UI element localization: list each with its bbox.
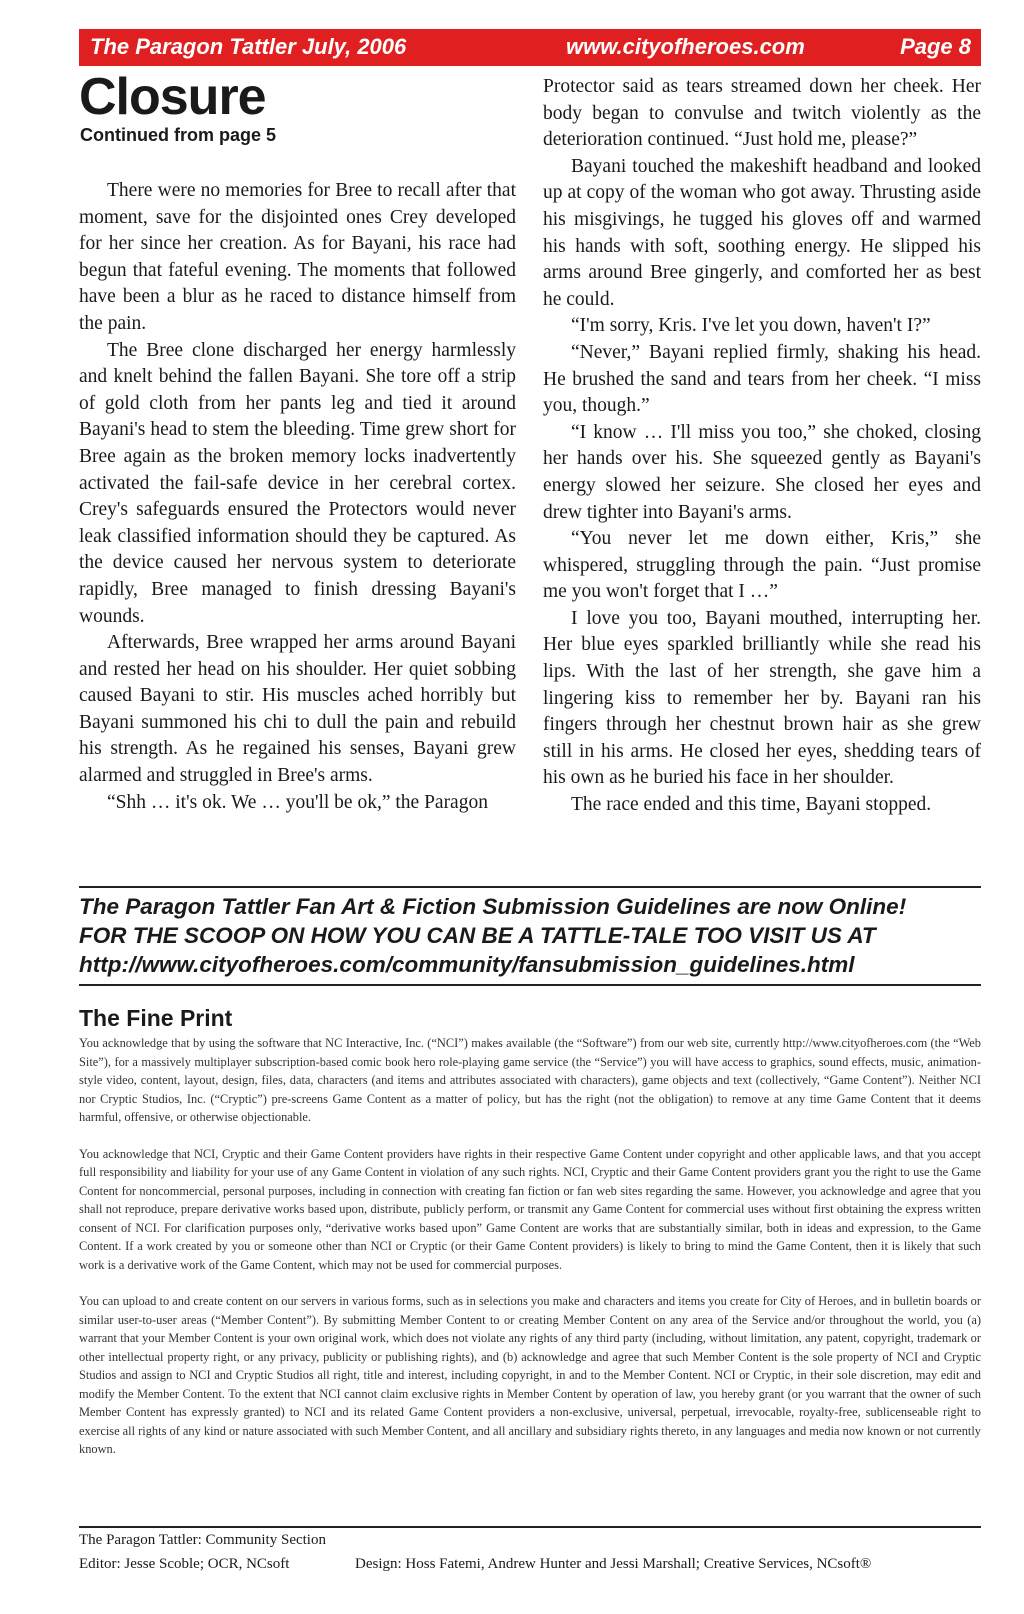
paragraph: “I'm sorry, Kris. I've let you down, haven't I?” bbox=[571, 315, 931, 337]
footer-divider bbox=[79, 1526, 981, 1528]
paragraph: “You never let me down either, Kris,” she whispered, struggling through the pain. “Just promise me you won't forget that I …” bbox=[543, 528, 981, 603]
promo-line-2: FOR THE SCOOP ON HOW YOU CAN BE A TATTLE-TALE TOO VISIT US AT bbox=[79, 923, 876, 948]
footer-design: Design: Hoss Fatemi, Andrew Hunter and Jessi Marshall; Creative Services, NCsoft® bbox=[355, 1556, 872, 1572]
paragraph-continuation: Protector said as tears streamed down her cheek. Her body began to convulse and twitch violently as the deterioration continued. “Just hold me, please?” bbox=[543, 76, 981, 151]
fine-print-paragraph: You acknowledge that NCI, Cryptic and their Game Content providers have rights in their respective Game Content under copyright and other applicable laws, and that you accept full responsibility and liability for your use of any Game Content in violation of any such rights. NCI, Cryptic and their Game Content providers grant you the right to use the Game Content for noncommercial, personal purposes, including in connection with creating fan fiction or fan web sites regarding the same. However, you acknowledge and agree that you shall not reproduce, prepare derivative works based upon, distribute, publicly perform, or transmit any Game Content for commercial uses without first obtaining the express written consent of NCI. For clarification purposes only, “derivative works based upon” Game Content are works that are substantially similar, both in ideas and expression, to the Game Content. If a work created by you or someone other than NCI or Cryptic (or their Game Content providers) is likely to bring to mind the Game Content, then it is likely that such work is a derivative work of the Game Content, which may not be used for commercial purposes. bbox=[79, 1146, 981, 1272]
header-url[interactable]: www.cityofheroes.com bbox=[566, 34, 805, 59]
paragraph: “Shh … it's ok. We … you'll be ok,” the Paragon bbox=[107, 791, 488, 813]
paragraph: Bayani touched the makeshift headband and looked up at copy of the woman who got away. Thrusting aside his misgivings, he tugged his gloves off and warmed his hands with soft, soothing energy. He slipped his arms around Bree gingerly, and comforted her as best he could. bbox=[543, 155, 981, 310]
submission-promo bbox=[79, 892, 981, 979]
divider-top bbox=[79, 886, 981, 888]
fine-print-title: The Fine Print bbox=[79, 1005, 233, 1031]
article-subtitle: Continued from page 5 bbox=[80, 125, 277, 145]
fine-print-paragraph: You can upload to and create content on our servers in various forms, such as in selections you make and characters and items you create for City of Heroes, and in bulletin boards or similar user-to-user areas (“Member Content”). By submitting Member Content to or creating Member Content on any area of the Service and/or throughout the world, you (a) warrant that your Member Content is your own original work, which does not violate any rights of any third party (including, without limitation, any patent, copyright, trademark or other intellectual property right, or any privacy, publicity or publishing rights), and (b) acknowledge and agree that such Member Content is the sole property of NCI and Cryptic Studios and assign to NCI and Cryptic Studios all right, title and interest, including copyright, in and to the Member Content. NCI or Cryptic, in their sole discretion, may edit and modify the Member Content. To the extent that NCI cannot claim exclusive rights in Member Content by operation of law, you hereby grant (or you warrant that the owner of such Member Content has expressly granted) to NCI and its related Game Content providers a non-exclusive, universal, perpetual, irrevocable, royalty-free, sublicenseable right to exercise all rights of any kind or nature associated with such Member Content, and all ancillary and subsidiary rights thereto, in any languages and media now known or not currently known. bbox=[79, 1294, 981, 1456]
article-column-right bbox=[543, 74, 981, 819]
divider-bottom bbox=[79, 984, 981, 986]
fine-print-body bbox=[79, 1034, 981, 1477]
paragraph: Afterwards, Bree wrapped her arms around Bayani and rested her head on his shoulder. Her quiet sobbing caused Bayani to stir. His muscles ached horribly but Bayani summoned his chi to dull the pain and rebuild his strength. As he regained his senses, Bayani grew alarmed and struggled in Bree's arms. bbox=[79, 632, 516, 787]
header-publication: The Paragon Tattler July, 2006 bbox=[90, 34, 407, 59]
paragraph: The race ended and this time, Bayani stopped. bbox=[571, 794, 932, 816]
paragraph: “I know … I'll miss you too,” she choked, closing her hands over his. She squeezed gently as Bayani's energy slowed her seizure. She closed her eyes and drew tighter into Bayani's arms. bbox=[543, 421, 981, 523]
header-bar bbox=[79, 29, 981, 66]
paragraph: I love you too, Bayani mouthed, interrupting her. Her blue eyes sparkled brilliantly while she read his lips. With the last of her strength, she gave him a lingering kiss to remember her by. Bayani ran his fingers through her chestnut brown hair as she grew still in his arms. He closed her eyes, shedding tears of his own as he buried his face in her shoulder. bbox=[543, 607, 981, 789]
paragraph: “Never,” Bayani replied firmly, shaking his head. He brushed the sand and tears from her cheek. “I miss you, though.” bbox=[543, 341, 981, 417]
paragraph: There were no memories for Bree to recall after that moment, save for the disjointed ones Crey developed for her since her creation. As for Bayani, his race had begun that fateful evening. The moments that followed have been a blur as he raced to distance himself from the pain. bbox=[79, 180, 516, 334]
promo-line-1: The Paragon Tattler Fan Art & Fiction Submission Guidelines are now Online! bbox=[79, 894, 907, 919]
promo-guidelines-link[interactable]: http://www.cityofheroes.com/community/fansubmission_guidelines.html bbox=[79, 952, 855, 977]
footer-section-name: The Paragon Tattler: Community Section bbox=[79, 1532, 326, 1548]
article-title: Closure bbox=[79, 68, 266, 126]
footer-editor: Editor: Jesse Scoble; OCR, NCsoft bbox=[79, 1556, 290, 1572]
article-column-left bbox=[79, 178, 516, 816]
footer-credits bbox=[79, 1556, 981, 1573]
header-page-number: Page 8 bbox=[900, 34, 971, 59]
fine-print-paragraph: You acknowledge that by using the software that NC Interactive, Inc. (“NCI”) makes available (the “Software”) from our web site, currently http://www.cityofheroes.com (the “Web Site”), for a massively multiplayer subscription-based comic book hero role-playing game service (the “Service”) you will have access to graphics, sound effects, music, animation-style video, content, layout, design, files, data, characters (and items and attributes associated with characters), game objects and text (collectively, “Game Content”). Neither NCI nor Cryptic Studios, Inc. (“Cryptic”) pre-screens Game Content as a matter of policy, but has the right (not the obligation) to remove at any time Game Content that it deems harmful, offensive, or otherwise objectionable. bbox=[79, 1036, 981, 1124]
paragraph: The Bree clone discharged her energy harmlessly and knelt behind the fallen Bayani. She tore off a strip of gold cloth from her pants leg and tied it around Bayani's head to stem the bleeding. Time grew short for Bree again as the broken memory locks inadvertently activated the fail-safe device in her cerebral cortex. Crey's safeguards ensured the Protectors would never leak classified information should they be captured. As the device caused her nervous system to deteriorate rapidly, Bree managed to finish dressing Bayani's wounds. bbox=[79, 339, 516, 627]
